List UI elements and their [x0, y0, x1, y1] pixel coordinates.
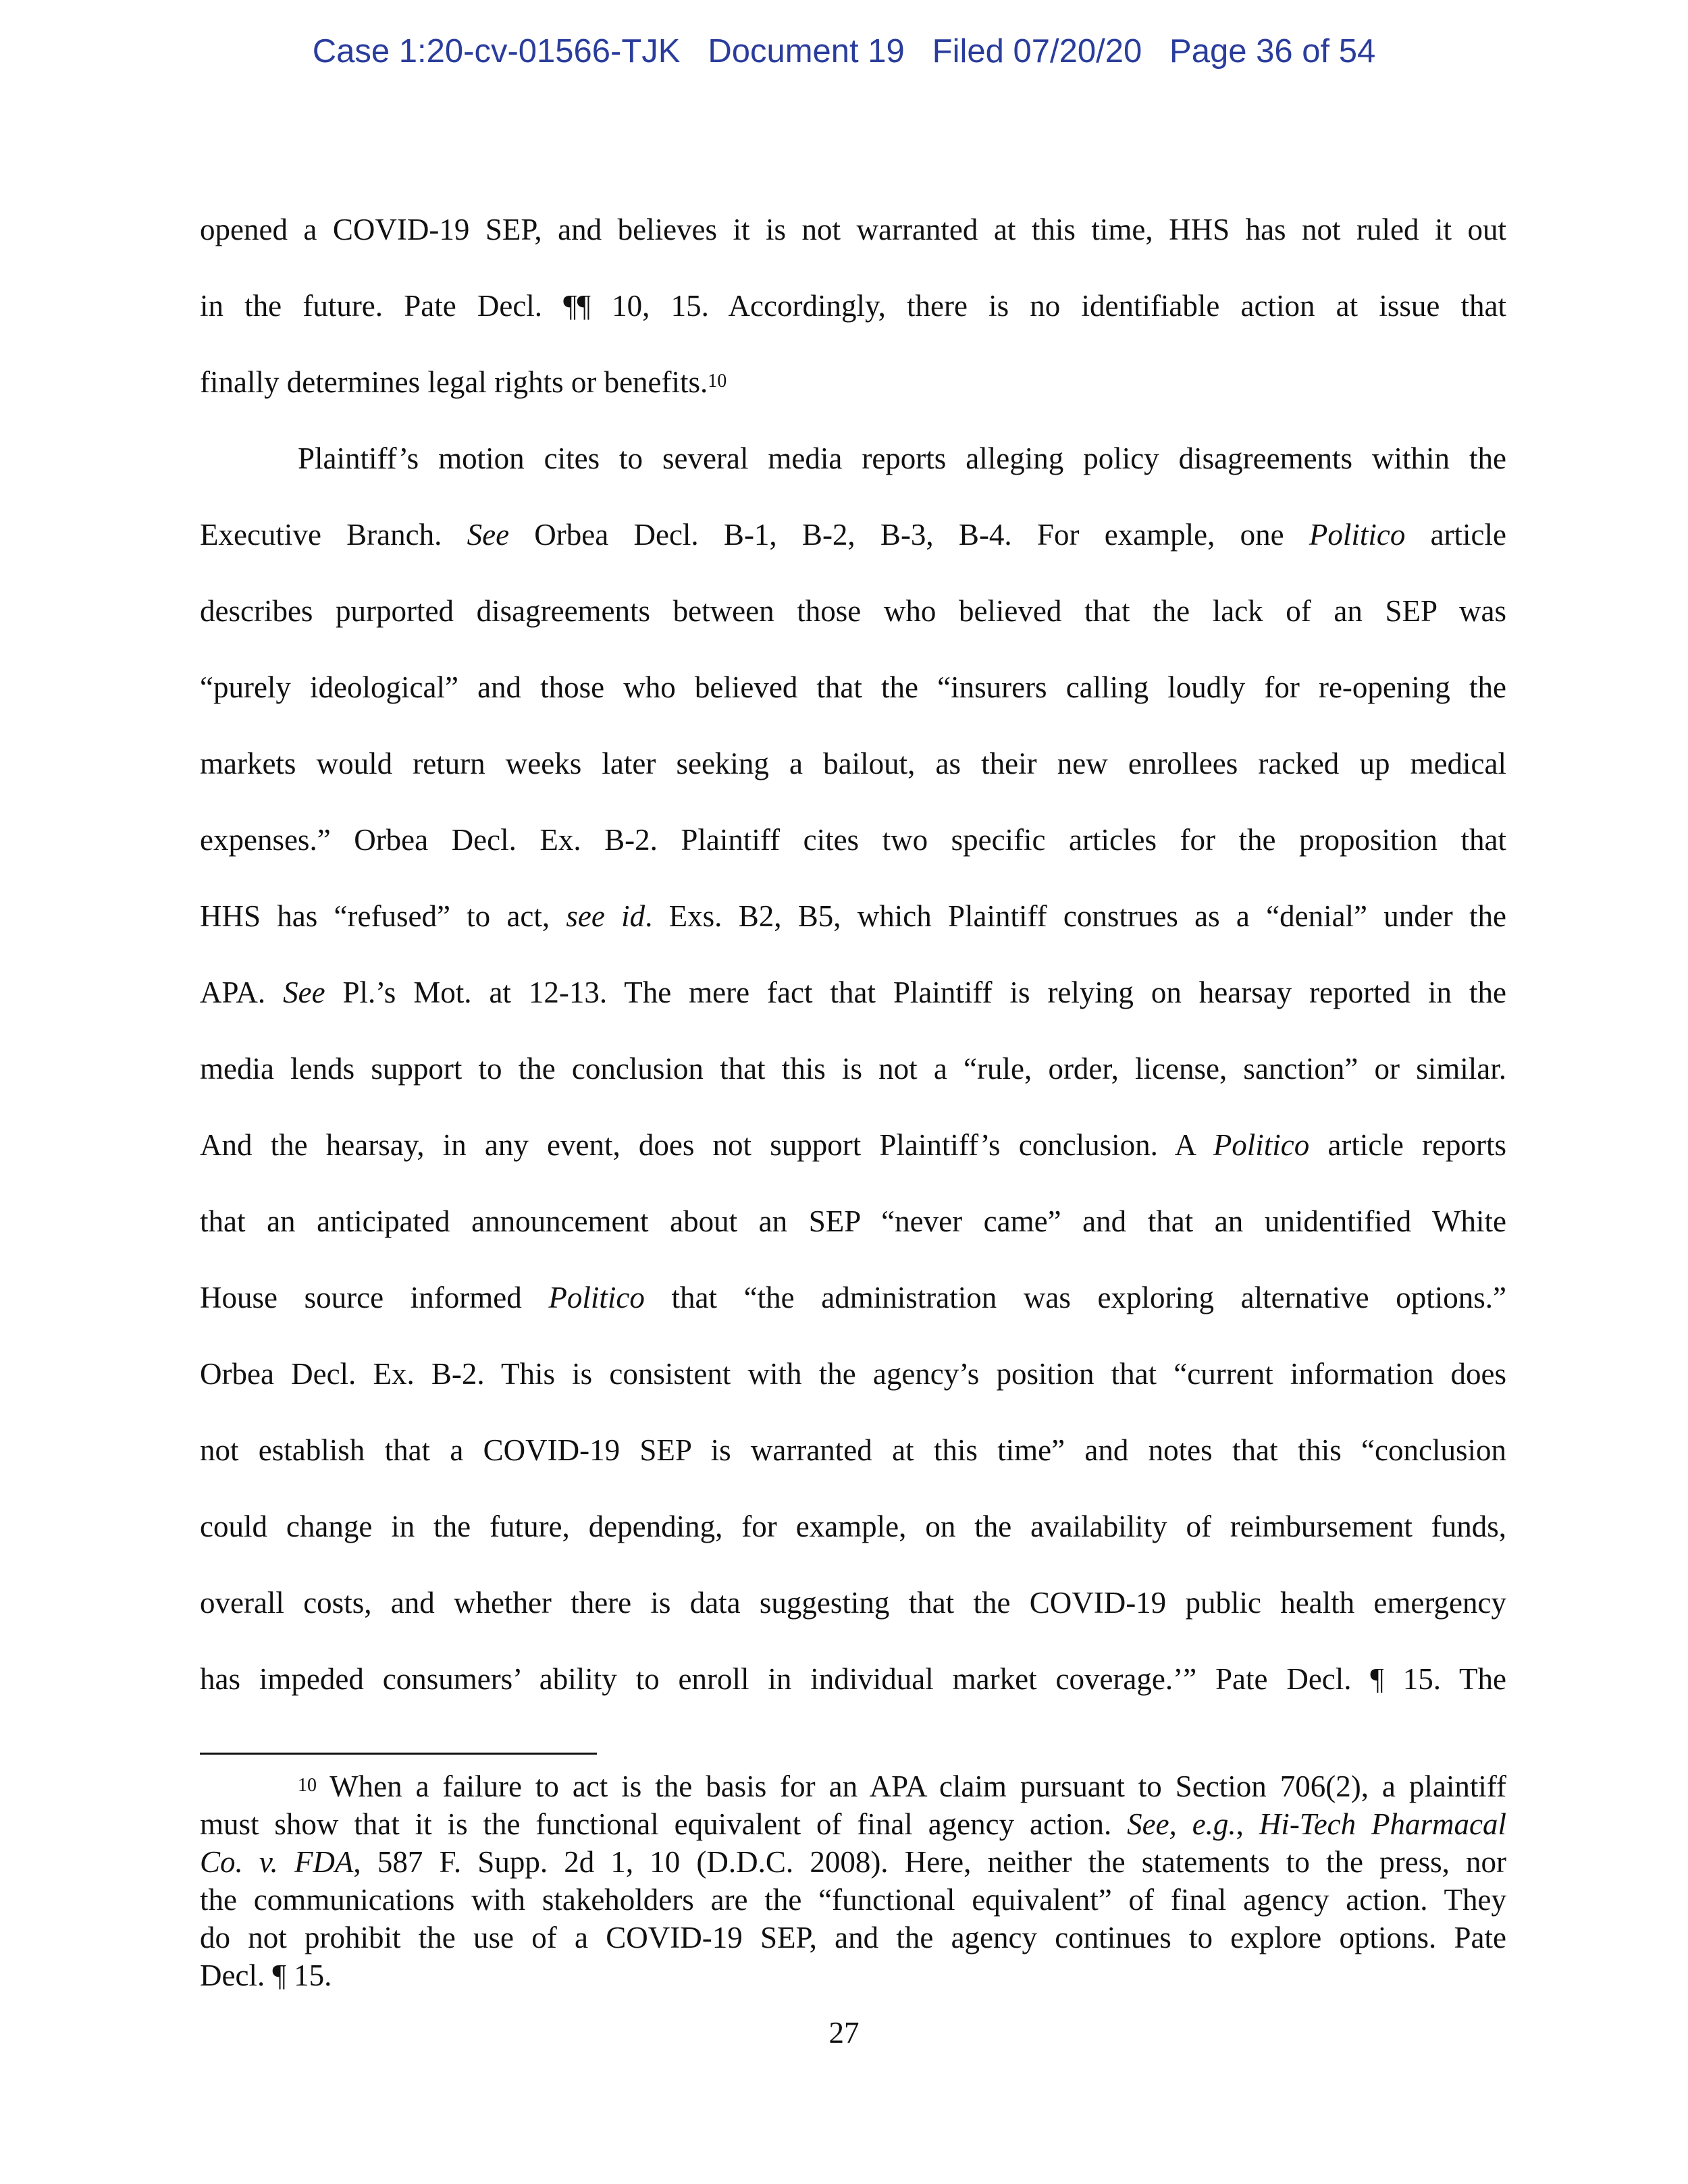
body-line: in the future. Pate Decl. ¶¶ 10, 15. Accordingly, there is no identifiable action at issue that [200, 289, 1506, 323]
body-line: Orbea Decl. Ex. B-2. This is consistent with the agency’s position that “current information does [200, 1357, 1506, 1391]
body-line: opened a COVID-19 SEP, and believes it is not warranted at this time, HHS has not ruled it out [200, 213, 1506, 246]
body-line: not establish that a COVID-19 SEP is warranted at this time” and notes that this “conclusion [200, 1433, 1506, 1467]
footnote-line: Decl. ¶ 15. [200, 1959, 332, 1992]
footnote-divider [200, 1753, 597, 1755]
footnote-line: $^{10}$ When a failure to act is the basis for an APA claim pursuant to Section 706(2), a plaintiff [298, 1769, 1506, 1803]
body-line: could change in the future, depending, for example, on the availability of reimbursement funds, [200, 1510, 1506, 1543]
body-line: expenses.” Orbea Decl. Ex. B-2. Plaintiff cites two specific articles for the proposition that [200, 823, 1506, 857]
body-text [200, 192, 1506, 1717]
page-number: 27 [828, 2016, 860, 2050]
body-line: has impeded consumers’ ability to enroll in individual market coverage.’” Pate Decl. ¶ 15. The [200, 1662, 1506, 1696]
body-line: HHS has “refused” to act, see id. Exs. B2, B5, which Plaintiff construes as a “denial” under the [200, 899, 1506, 933]
page-of-total: Page 36 of 54 [1169, 33, 1376, 70]
body-line: “purely ideological” and those who believed that the “insurers calling loudly for re-opening the [200, 670, 1506, 704]
footnote-line: the communications with stakeholders are the “functional equivalent” of final agency action. They [200, 1883, 1506, 1917]
body-line: that an anticipated announcement about an SEP “never came” and that an unidentified White [200, 1204, 1506, 1238]
body-line: House source informed Politico that “the administration was exploring alternative options.” [200, 1281, 1506, 1314]
document-number: Document 19 [708, 33, 905, 70]
body-line: APA. See Pl.’s Mot. at 12-13. The mere fact that Plaintiff is relying on hearsay reported in the [200, 976, 1506, 1009]
footnote-line: do not prohibit the use of a COVID-19 SEP, and the agency continues to explore options. Pate [200, 1921, 1506, 1954]
case-header [0, 32, 1688, 70]
footnote-line: must show that it is the functional equivalent of final agency action. See, e.g., Hi-Tech Pharmacal [200, 1807, 1507, 1841]
case-number: Case 1:20-cv-01566-TJK [312, 33, 681, 70]
body-line: describes purported disagreements between those who believed that the lack of an SEP was [200, 594, 1506, 628]
body-line: markets would return weeks later seeking a bailout, as their new enrollees racked up medical [200, 747, 1506, 780]
body-line: finally determines legal rights or benefits.$^{10}$ [200, 365, 727, 399]
footnote-line: Co. v. FDA, 587 F. Supp. 2d 1, 10 (D.D.C. 2008). Here, neither the statements to the press, nor [200, 1845, 1506, 1879]
filed-date: Filed 07/20/20 [932, 33, 1142, 70]
body-line: Plaintiff’s motion cites to several media reports alleging policy disagreements within the [298, 442, 1506, 475]
body-line: overall costs, and whether there is data suggesting that the COVID-19 public health emergency [200, 1586, 1506, 1620]
body-line: media lends support to the conclusion that this is not a “rule, order, license, sanction” or similar. [200, 1052, 1506, 1086]
body-line: Executive Branch. See Orbea Decl. B-1, B-2, B-3, B-4. For example, one Politico article [200, 518, 1506, 552]
footnote [200, 1767, 1506, 1994]
body-line: And the hearsay, in any event, does not support Plaintiff’s conclusion. A Politico article reports [200, 1128, 1507, 1162]
footnote-reference: 10 [708, 371, 727, 392]
footnote-number: 10 [298, 1775, 317, 1796]
